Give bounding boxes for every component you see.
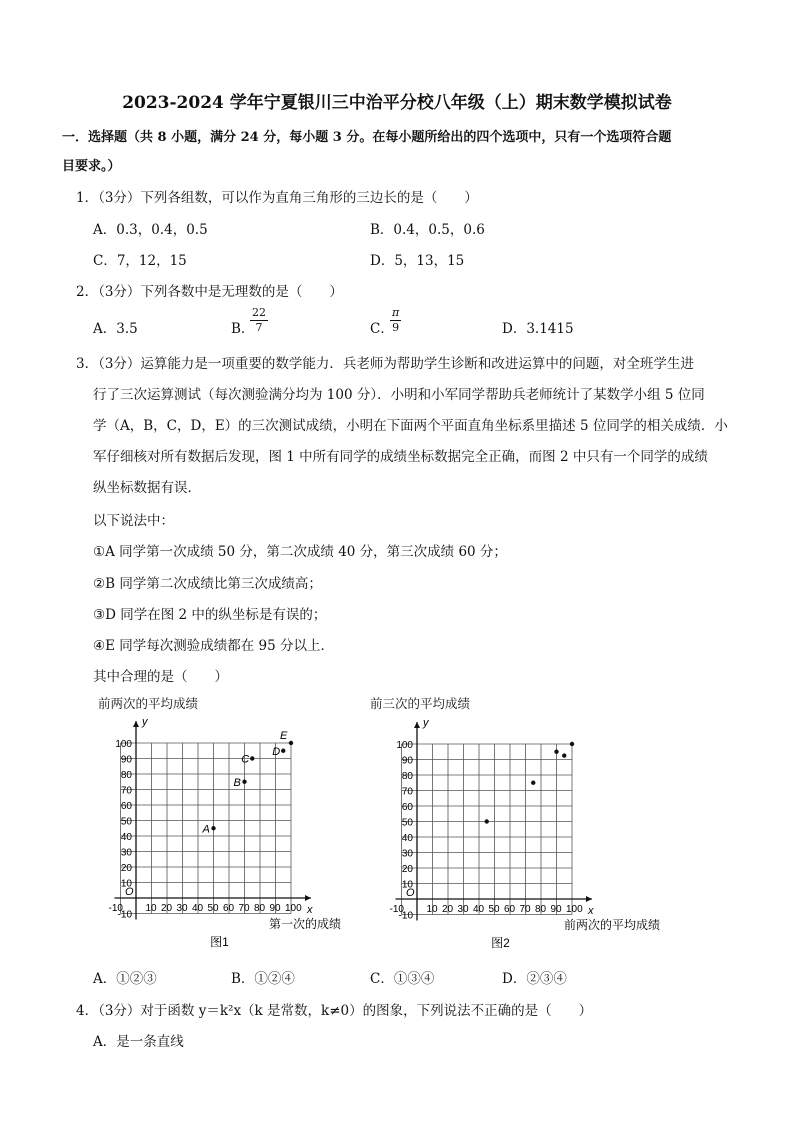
q2-option-b-fraction bbox=[250, 306, 268, 335]
q1-option-c: C．7，12，15 bbox=[93, 253, 187, 269]
x-tick-label: 50 bbox=[207, 903, 219, 914]
point-label: E bbox=[280, 730, 288, 742]
q3-option-d: D．②③④ bbox=[502, 971, 567, 987]
data-point bbox=[570, 742, 574, 746]
q3-statement-3: ③D 同学在图 2 中的纵坐标是有误的； bbox=[93, 607, 327, 623]
x-axis-arrow bbox=[586, 896, 592, 902]
y-tick-label: 40 bbox=[120, 832, 132, 843]
question-3-line-4: 军仔细核对所有数据后发现，图 1 中所有同学的成绩坐标数据完全正确，而图 2 中只有一个同学的成绩 bbox=[93, 449, 708, 465]
origin-label: O bbox=[125, 886, 134, 898]
x-tick-label: 60 bbox=[504, 904, 516, 915]
x-axis-letter: x bbox=[588, 905, 594, 917]
y-tick-label: 10 bbox=[120, 878, 132, 890]
fraction-denominator: 7 bbox=[255, 321, 263, 334]
fraction-numerator: 22 bbox=[252, 306, 266, 319]
q2-option-d: D．3.1415 bbox=[502, 321, 574, 337]
data-point bbox=[562, 753, 566, 757]
y-tick-label: 90 bbox=[401, 755, 413, 767]
q3-statement-4: ④E 同学每次测验成绩都在 95 分以上． bbox=[93, 638, 335, 654]
x-tick-label: 10 bbox=[145, 903, 157, 914]
question-2-stem: 2．（3分）下列各数中是无理数的是（ ） bbox=[76, 284, 343, 300]
q3-statement-2: ②B 同学第二次成绩比第三次成绩高； bbox=[93, 576, 322, 592]
data-point bbox=[250, 756, 254, 760]
figure-caption: 图1 bbox=[210, 935, 229, 949]
y-tick-label: 70 bbox=[120, 785, 132, 797]
q4-option-a: A．是一条直线 bbox=[93, 1034, 184, 1050]
q1-option-d: D．5，13，15 bbox=[370, 253, 465, 269]
y-axis-arrow bbox=[414, 722, 420, 728]
x-axis-title: 前两次的平均成绩 bbox=[563, 918, 660, 932]
x-tick-label: 80 bbox=[535, 904, 547, 915]
question-3-ask: 其中合理的是（ ） bbox=[93, 669, 228, 685]
x-tick-label: -10 bbox=[108, 903, 123, 914]
q2-option-c-fraction bbox=[390, 306, 401, 335]
q1-option-b: B．0.4，0.5，0.6 bbox=[370, 222, 485, 238]
x-tick-label: -10 bbox=[389, 904, 404, 915]
data-point bbox=[531, 781, 535, 785]
y-tick-label: 100 bbox=[396, 740, 413, 751]
y-axis-letter: y bbox=[142, 716, 148, 728]
q3-statement-1: ①A 同学第一次成绩 50 分，第二次成绩 40 分，第三次成绩 60 分； bbox=[93, 544, 507, 560]
point-label: B bbox=[233, 776, 241, 789]
data-point bbox=[211, 826, 215, 830]
x-tick-label: 80 bbox=[254, 903, 266, 914]
x-tick-label: 70 bbox=[238, 903, 250, 914]
data-point bbox=[485, 819, 489, 823]
section-header-line1: 一．选择题（共 8 小题，满分 24 分，每小题 3 分。在每小题所给出的四个选项中，只有一个选项符合题 bbox=[62, 130, 672, 145]
point-label: D bbox=[272, 745, 281, 758]
y-tick-label: 70 bbox=[401, 786, 413, 798]
question-3-line-1: 3．（3分）运算能力是一项重要的数学能力．兵老师为帮助学生诊断和改进运算中的问题，对全班学生进 bbox=[76, 356, 694, 372]
question-3-line-5: 纵坐标数据有误． bbox=[93, 480, 201, 496]
x-tick-label: 60 bbox=[223, 903, 235, 914]
question-3-intro: 以下说法中： bbox=[93, 513, 174, 529]
q1-option-a: A．0.3，0.4，0.5 bbox=[93, 222, 208, 238]
y-tick-label: 20 bbox=[120, 863, 132, 874]
figure-caption: 图2 bbox=[491, 936, 510, 950]
q3-option-b: B．①②④ bbox=[231, 971, 295, 987]
x-tick-label: 10 bbox=[426, 904, 438, 915]
data-point bbox=[554, 750, 558, 754]
y-tick-label: 60 bbox=[120, 801, 132, 812]
section-header-line2: 目要求。） bbox=[62, 159, 121, 174]
x-tick-label: 100 bbox=[566, 904, 583, 915]
y-tick-label: 20 bbox=[401, 864, 413, 875]
x-tick-label: 40 bbox=[473, 904, 485, 915]
question-4-stem: 4．（3分）对于函数 y＝k²x（k 是常数，k≠0）的图象，下列说法不正确的是（ ） bbox=[76, 1003, 593, 1019]
question-1-stem: 1．（3分）下列各组数，可以作为直角三角形的三边长的是（ ） bbox=[76, 190, 478, 206]
x-tick-label: 20 bbox=[161, 903, 173, 914]
q3-option-a: A．①②③ bbox=[93, 971, 157, 987]
q2-option-b-label: B． bbox=[231, 321, 255, 337]
y-tick-label: 60 bbox=[401, 802, 413, 813]
y-axis-arrow bbox=[133, 721, 139, 727]
y-tick-label: 50 bbox=[401, 817, 413, 829]
y-tick-label: 80 bbox=[401, 771, 413, 782]
y-tick-label: -10 bbox=[117, 909, 132, 921]
y-tick-label: 100 bbox=[115, 739, 132, 750]
q2-option-a: A．3.5 bbox=[93, 321, 138, 337]
x-tick-label: 90 bbox=[269, 903, 281, 914]
x-tick-label: 100 bbox=[285, 903, 302, 914]
question-3-line-3: 学（A，B，C，D，E）的三次测试成绩，小明在下面两个平面直角坐标系里描述 5 位同学的相关成绩．小 bbox=[93, 418, 728, 434]
data-point bbox=[281, 749, 285, 753]
figure-1-chart bbox=[98, 706, 358, 964]
x-tick-label: 40 bbox=[192, 903, 204, 914]
origin-label: O bbox=[406, 887, 415, 899]
y-tick-label: -10 bbox=[398, 910, 413, 922]
figure-1-title: 前两次的平均成绩 bbox=[98, 697, 199, 711]
x-tick-label: 50 bbox=[488, 904, 500, 915]
x-tick-label: 30 bbox=[457, 904, 469, 915]
x-axis-letter: x bbox=[307, 904, 313, 916]
point-label: C bbox=[241, 753, 250, 766]
figure-2-chart bbox=[370, 706, 670, 964]
data-point bbox=[242, 780, 246, 784]
figure-2-title: 前三次的平均成绩 bbox=[370, 697, 471, 711]
x-tick-label: 90 bbox=[550, 904, 562, 915]
question-3-line-2: 行了三次运算测试（每次测验满分均为 100 分）．小明和小军同学帮助兵老师统计了某数学小组 5 位同 bbox=[93, 387, 705, 403]
x-tick-label: 30 bbox=[176, 903, 188, 914]
x-axis-arrow bbox=[305, 895, 311, 901]
y-axis-letter: y bbox=[423, 717, 429, 729]
y-tick-label: 40 bbox=[401, 833, 413, 844]
y-tick-label: 10 bbox=[401, 879, 413, 891]
x-axis-title: 第一次的成绩 bbox=[268, 917, 341, 931]
x-tick-label: 70 bbox=[519, 904, 531, 915]
fraction-denominator: 9 bbox=[392, 321, 400, 334]
q3-option-c: C．①③④ bbox=[370, 971, 435, 987]
y-tick-label: 30 bbox=[401, 848, 413, 860]
q2-option-c-label: C． bbox=[370, 321, 394, 337]
point-label: A bbox=[202, 823, 210, 836]
x-tick-label: 20 bbox=[442, 904, 454, 915]
y-tick-label: 90 bbox=[120, 754, 132, 766]
y-tick-label: 30 bbox=[120, 847, 132, 859]
y-tick-label: 50 bbox=[120, 816, 132, 828]
page-title: 2023-2024 学年宁夏银川三中治平分校八年级（上）期末数学模拟试卷 bbox=[122, 93, 672, 113]
y-tick-label: 80 bbox=[120, 770, 132, 781]
fraction-numerator: π bbox=[392, 306, 400, 319]
data-point bbox=[289, 741, 293, 745]
